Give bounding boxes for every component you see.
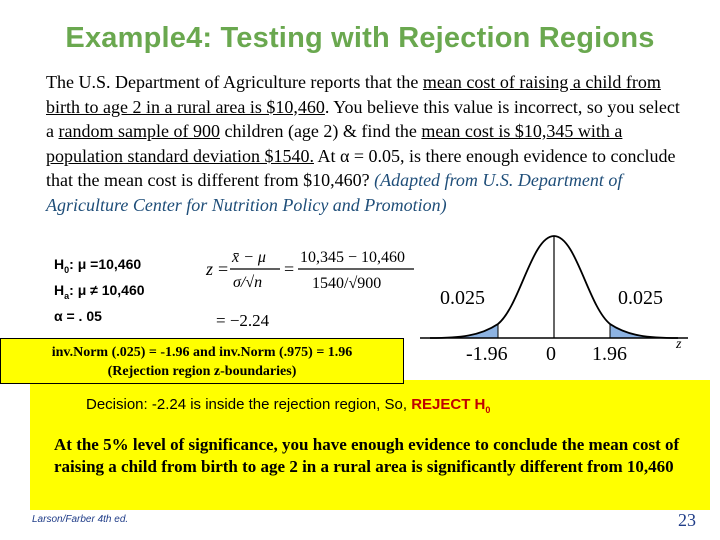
formula-eq-2: = (284, 259, 295, 279)
left-rejection-region (450, 324, 498, 338)
problem-statement (46, 70, 686, 217)
problem-text-3: children (age 2) & find the (219, 121, 422, 141)
invnorm-line1: inv.Norm (.025) = -1.96 and inv.Norm (.975) = 1.96 (51, 345, 353, 360)
formula-eq: = (218, 259, 229, 279)
problem-underlined-2: random sample of 900 (58, 121, 220, 141)
reject-label: REJECT H (411, 396, 486, 413)
slide-title: Example4: Testing with Rejection Regions (65, 22, 655, 54)
invnorm-box (0, 338, 404, 384)
problem-text-2: . You believe this value is incorrect, so you select a (46, 96, 680, 141)
right-crit-label: 1.96 (592, 343, 627, 365)
formula-num-sym: x̄ − μ (232, 249, 266, 266)
footer-source: Larson/Farber 4th ed. (32, 514, 129, 525)
h0-text: : μ =10,460 (69, 256, 142, 272)
left-crit-label: -1.96 (466, 343, 508, 365)
ha-label: H (54, 281, 65, 298)
left-area-label: 0.025 (440, 287, 485, 309)
hypotheses (54, 254, 145, 326)
invnorm-line2: (Rejection region z-boundaries) (107, 364, 297, 379)
reject-sub: 0 (485, 405, 491, 415)
page-number: 23 (678, 510, 696, 530)
ha-sub: a (64, 290, 70, 301)
formula-num-val: 10,345 − 10,460 (300, 249, 406, 266)
problem-text-4: At α = 0.05, is there enough evidence to conclude that the mean cost is different from $10,460? (46, 145, 676, 190)
center-label: 0 (546, 343, 556, 365)
normal-curve-graph (420, 226, 710, 376)
formula-result: = −2.24 (216, 311, 270, 330)
axis-z-label: z (676, 337, 682, 352)
formula-den-val: 1540/√900 (312, 275, 382, 292)
conclusion: At the 5% level of significance, you have enough evidence to conclude the mean cost of raising a child from birth to age 2 in a rural area is significantly different from 10,460 (54, 435, 680, 476)
z-formula (202, 240, 417, 335)
right-area-label: 0.025 (618, 287, 663, 309)
reject-text (411, 396, 490, 413)
problem-text-1: The U.S. Department of Agriculture reports that the (46, 72, 423, 92)
right-rejection-region (610, 324, 658, 338)
problem-underlined-1: mean cost of raising a child from birth to age 2 in a rural area is $10,460 (46, 72, 661, 117)
formula-den-sym: σ/√n (233, 274, 263, 291)
null-hypothesis (54, 254, 145, 280)
h0-sub: 0 (64, 264, 70, 275)
decision-line (86, 396, 490, 415)
decision-text: Decision: -2.24 is inside the rejection region, So, (86, 396, 412, 413)
problem-source: (Adapted from U.S. Department of Agriculture Center for Nutrition Policy and Promotion) (46, 170, 623, 215)
formula-z: z (206, 259, 214, 279)
problem-underlined-3: mean cost is $10,345 with a population standard deviation $1540. (46, 121, 623, 166)
ha-text: : μ ≠ 10,460 (69, 281, 145, 298)
h0-label: H (54, 256, 65, 272)
alpha-level: α = . 05 (54, 307, 102, 324)
alt-hypothesis (54, 280, 145, 306)
